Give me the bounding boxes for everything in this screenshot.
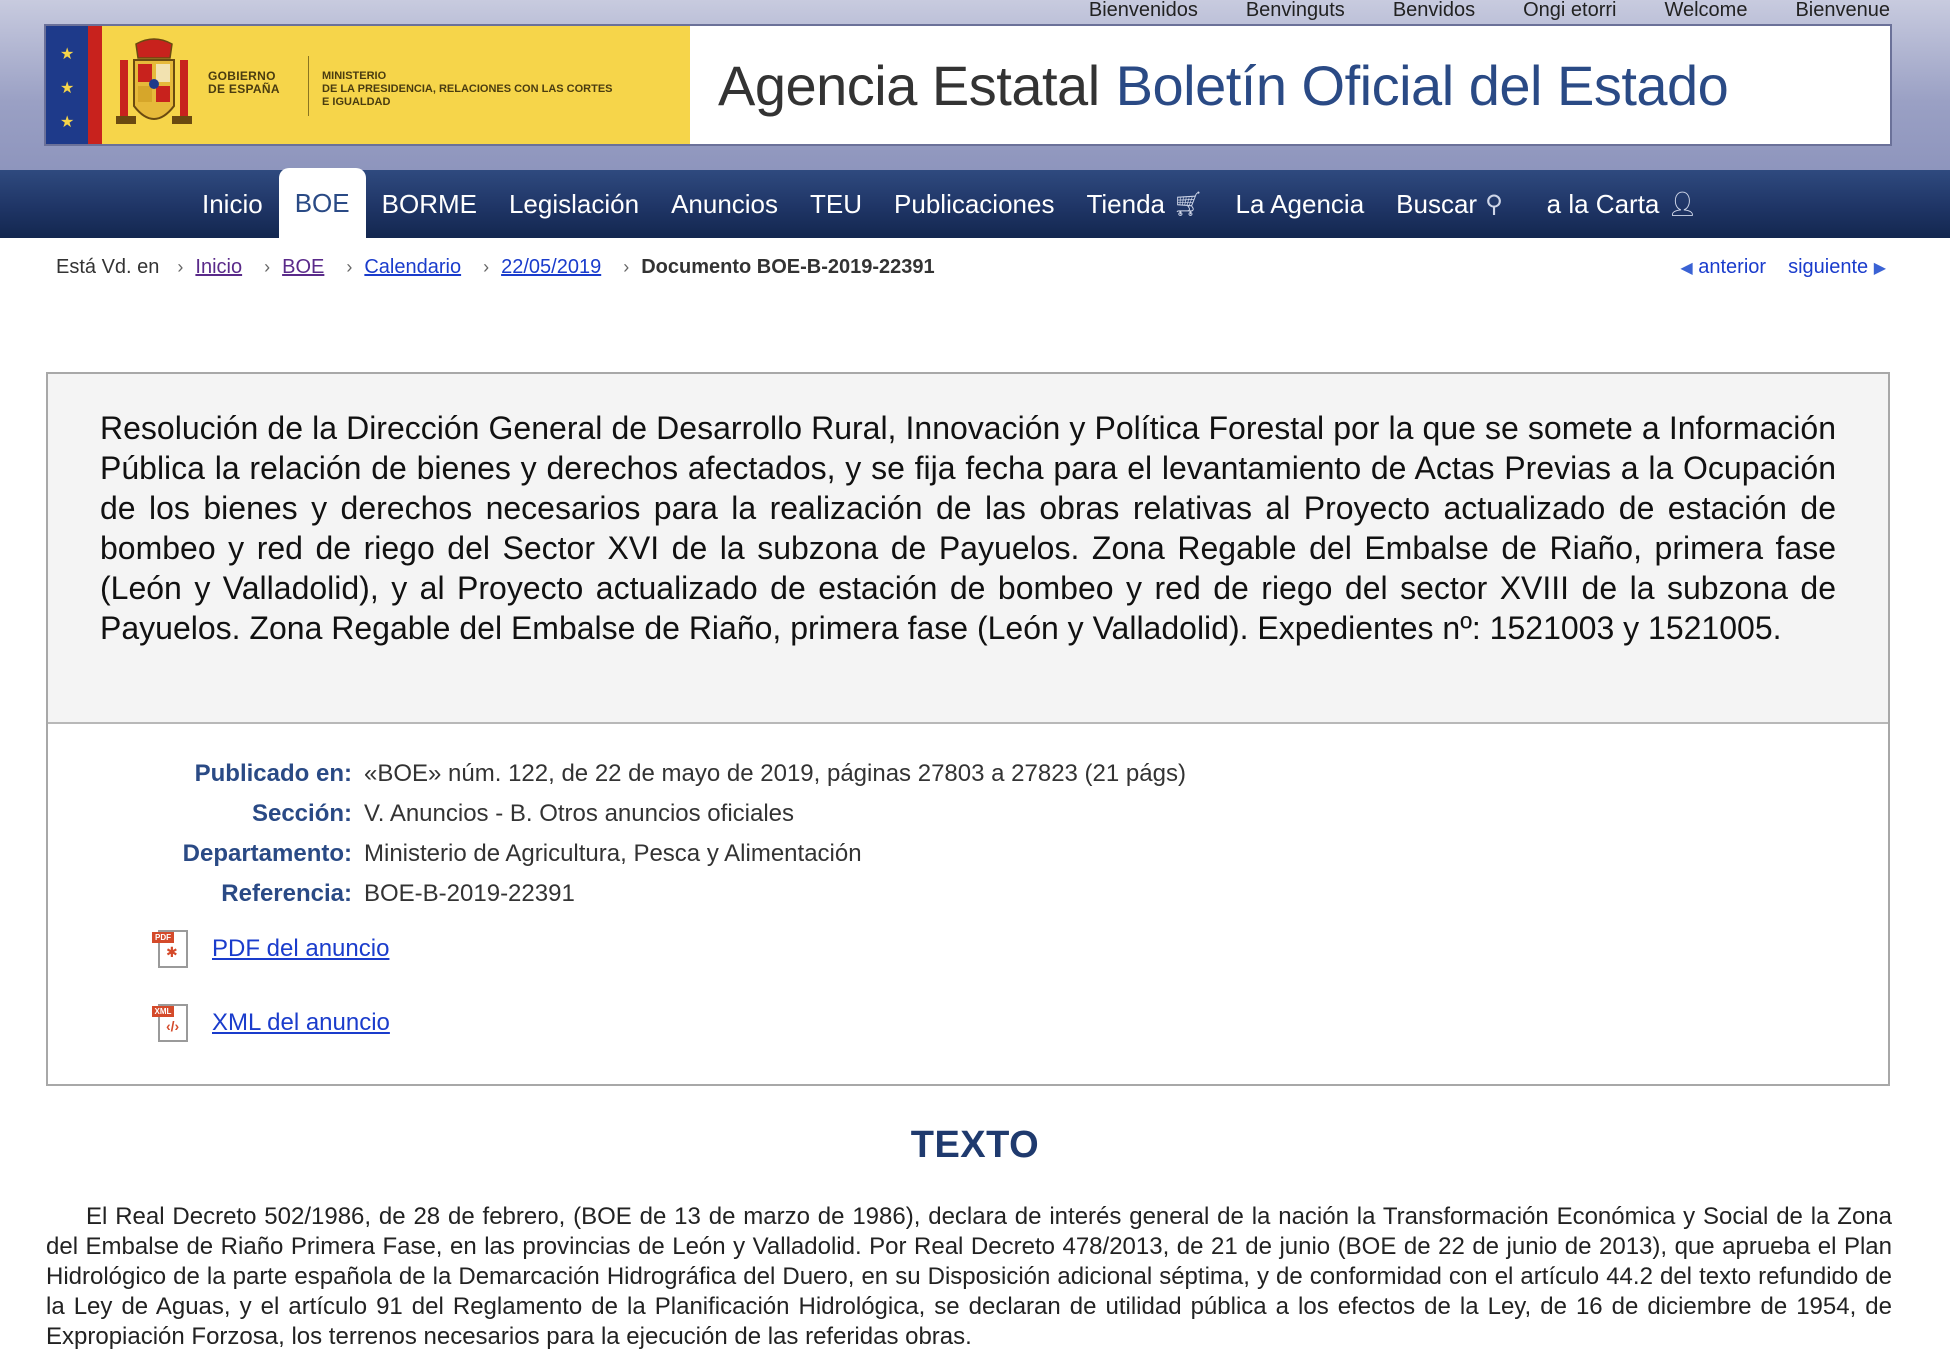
spain-flag-band [88,26,102,144]
document-box [46,372,1890,1086]
document-title: Resolución de la Dirección General de Desarrollo Rural, Innovación y Política Forestal por la que se somete a Información Pública la relación de bienes y derechos afectados, y se fija fecha para el levantamiento de Actas Previas a la Ocupación de los bienes y derechos necesarios para la realización de las obras relativas al Proyecto actualizado de estación de bombeo y red de riego del Sector XVI de la subzona de Payuelos. Zona Regable del Embalse de Riaño, primera fase (León y Valladolid), y al Proyecto actualizado de estación de bombeo y red de riego del sector XVIII de la subzona de Payuelos. Zona Regable del Embalse de Riaño, primera fase (León y Valladolid). Expedientes nº: 1521003 y 1521005. [48,374,1888,724]
nav-label: Inicio [202,188,263,219]
xml-download[interactable] [152,1002,390,1044]
caret-left-icon: ◀ [1680,260,1693,277]
code-mark: ‹/› [166,1018,180,1034]
lang-link[interactable]: Benvidos [1392,0,1476,21]
divider [308,56,309,116]
file-tag: XML [152,1006,174,1017]
nav-label: Buscar [1396,188,1478,219]
ministerio-line: MINISTERIO [322,70,387,82]
breadcrumb-prefix: Está Vd. en [56,256,160,278]
document-metadata [48,754,1888,914]
chevron-right-icon: › [346,257,353,277]
cart-icon: 🛒︎ [1173,190,1204,218]
gobierno-text [208,70,280,96]
texto-paragraph: El Real Decreto 502/1986, de 28 de febrero, (BOE de 13 de marzo de 1986), declara de interés general de la nación la Transformación Económica y Social de la Zona del Embalse de Riaño Primera Fase, en las provincias de León y Valladolid. Por Real Decreto 478/2013, de 21 de junio (BOE de 22 de junio de 2013), que aprueba el Plan Hidrológico de la parte española de la Demarcación Hidrográfica del Duero, en su Disposición adicional séptima, y de conformidad con el artículo 44.2 del texto refundido de la Ley de Aguas, y el artículo 91 del Reglamento de la Planificación Hidrológica, se declaran de utilidad pública a los efectos de la Ley, de 16 de diciembre de 1954, de Expropiación Forzosa, los terrenos necesarios para la ejecución de las referidas obras. [46,1203,1892,1350]
nav-item-inicio[interactable] [186,170,279,238]
texto-heading: TEXTO [910,1124,1040,1166]
nav-item-anuncios[interactable] [655,170,794,238]
document-pager [1680,256,1886,279]
star-icon: ★ [60,80,75,97]
meta-row-seccion [48,794,1888,834]
meta-value: V. Anuncios - B. Otros anuncios oficiales [364,800,795,827]
nav-item-legislacion[interactable] [493,170,655,238]
chevron-right-icon: › [177,257,184,277]
breadcrumb [56,256,935,279]
meta-row-referencia [48,874,1888,914]
meta-label: Publicado en: [194,760,352,787]
site-title-agency: Agencia Estatal [718,53,1100,117]
language-bar [1065,0,1890,24]
coat-of-arms-icon [112,36,196,136]
meta-label: Sección: [251,800,352,827]
lang-link[interactable]: Benvinguts [1245,0,1345,21]
pdf-download[interactable] [152,928,389,970]
previous-link[interactable] [1680,256,1766,279]
lang-link[interactable]: Welcome [1664,0,1748,21]
ministerio-line: DE LA PRESIDENCIA, RELACIONES CON LAS CORTES [322,83,613,95]
chevron-right-icon: › [483,257,490,277]
site-title-boe: Boletín Oficial del Estado [1115,53,1729,117]
nav-label: a la Carta [1546,188,1660,219]
breadcrumb-current: Documento BOE-B-2019-22391 [641,256,935,278]
nav-item-tienda[interactable] [1070,170,1219,238]
nav-item-buscar[interactable] [1380,170,1519,238]
lang-link[interactable]: Ongi etorri [1523,0,1617,21]
chevron-right-icon: › [623,257,630,277]
xml-file-icon [152,1002,192,1044]
user-icon: 👤︎ [1667,190,1698,218]
meta-value: Ministerio de Agricultura, Pesca y Alimentación [364,840,862,867]
meta-row-departamento [48,834,1888,874]
lang-link[interactable]: Bienvenidos [1088,0,1198,21]
breadcrumb-link-inicio[interactable]: Inicio [195,256,243,278]
nav-label: BORME [381,188,477,219]
search-icon: ⚲ [1485,190,1503,218]
file-tag: PDF [152,932,174,943]
breadcrumb-link-boe[interactable]: BOE [282,256,325,278]
star-icon: ★ [60,114,75,131]
breadcrumb-link-calendario[interactable]: Calendario [364,256,462,278]
nav-item-a-la-carta[interactable] [1531,170,1714,238]
nav-label: BOE [294,187,350,218]
breadcrumb-link-date[interactable]: 22/05/2019 [501,256,602,278]
meta-row-publicado [48,754,1888,794]
lang-link[interactable]: Bienvenue [1795,0,1890,21]
next-link[interactable] [1788,256,1886,279]
ministerio-line: E IGUALDAD [322,96,391,108]
nav-label: TEU [810,188,863,219]
pdf-link[interactable]: PDF del anuncio [212,935,390,962]
main-nav [0,170,1950,238]
nav-item-borme[interactable] [366,170,493,238]
meta-label: Departamento: [182,840,352,867]
ministerio-text [322,70,613,109]
nav-item-la-agencia[interactable] [1219,170,1380,238]
nav-label: Publicaciones [894,188,1055,219]
nav-label: Legislación [508,188,640,219]
nav-label: La Agencia [1235,188,1365,219]
previous-label: anterior [1698,256,1767,278]
meta-value: «BOE» núm. 122, de 22 de mayo de 2019, páginas 27803 a 27823 (21 págs) [364,760,1186,787]
gobierno-line: DE ESPAÑA [208,82,280,96]
nav-item-publicaciones[interactable] [878,170,1070,238]
pdf-file-icon [152,928,192,970]
chevron-right-icon: › [264,257,271,277]
government-logo[interactable] [46,26,690,144]
nav-item-teu[interactable] [794,170,878,238]
meta-value: BOE-B-2019-22391 [364,880,575,907]
gobierno-line: GOBIERNO [208,69,276,83]
star-icon: ★ [60,46,75,63]
caret-right-icon: ▶ [1873,260,1886,277]
seal-mark: ✱ [166,944,178,960]
nav-label: Anuncios [671,188,779,219]
xml-link[interactable]: XML del anuncio [212,1009,390,1036]
next-label: siguiente [1788,256,1869,278]
site-title[interactable] [690,26,1890,144]
header-banner [44,24,1892,146]
meta-label: Referencia: [221,880,352,907]
nav-item-boe[interactable] [279,168,366,238]
nav-label: Tienda [1086,188,1166,219]
